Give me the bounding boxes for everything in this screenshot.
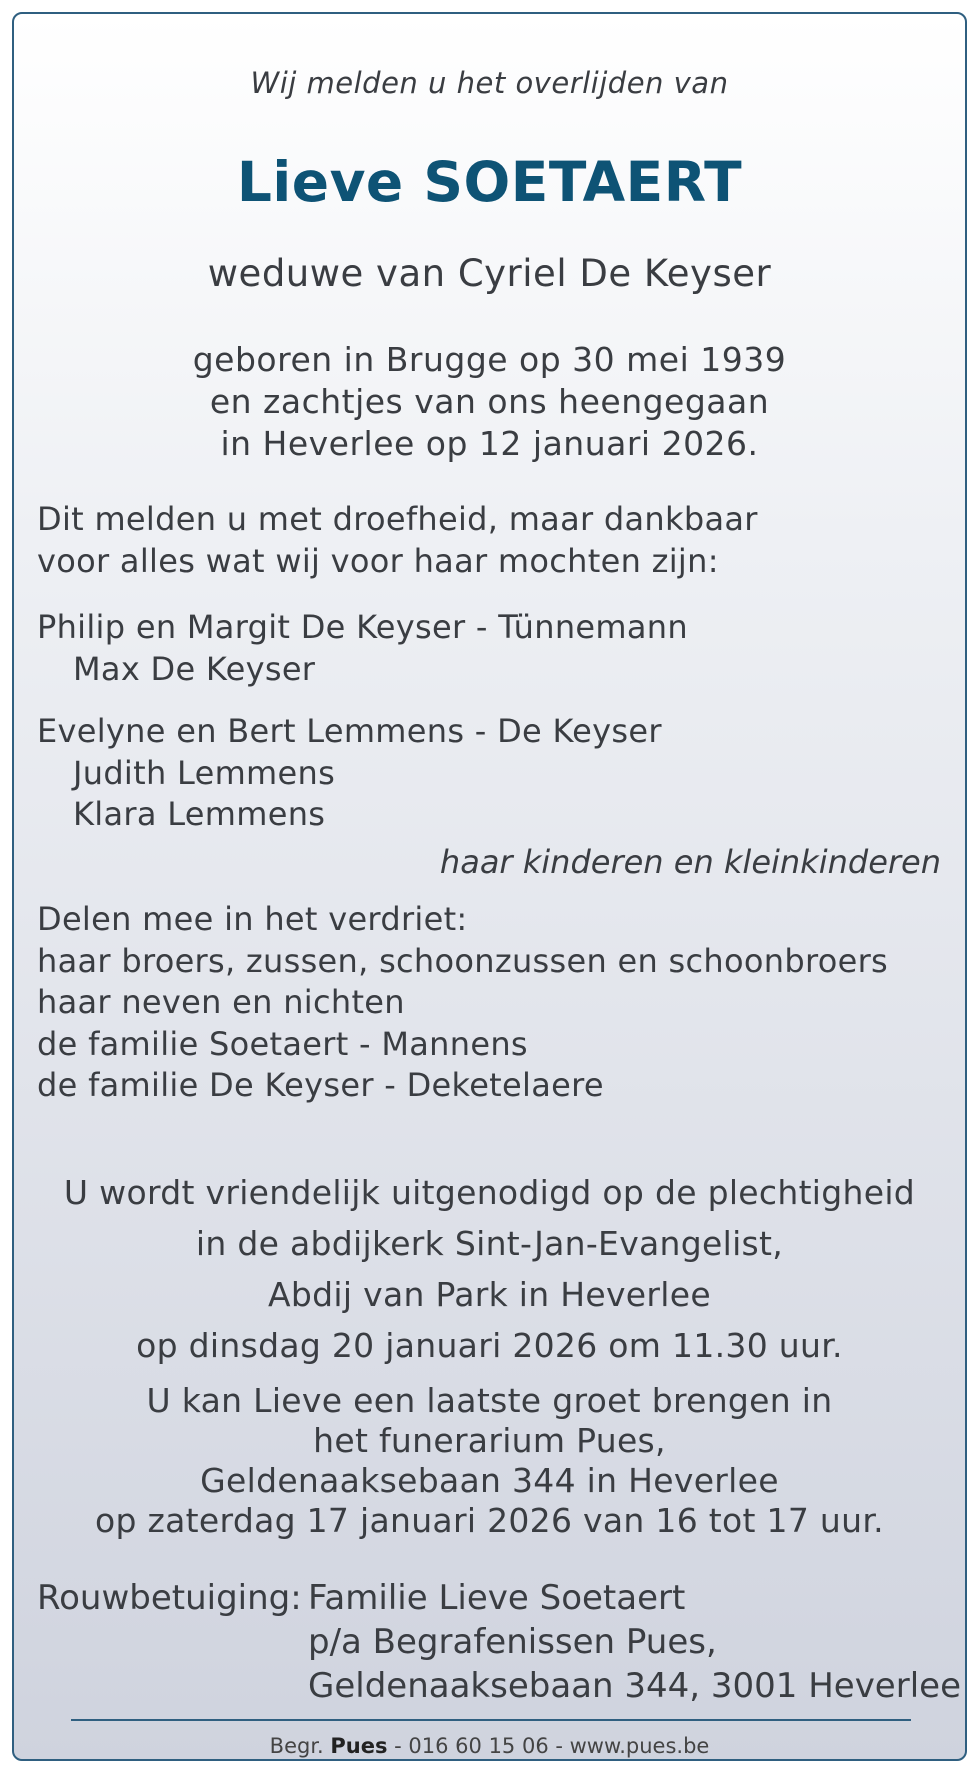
death-notice-card: [12, 12, 967, 1761]
kids-caption: haar kinderen en kleinkinderen: [439, 843, 941, 881]
message-line: voor alles wat wij voor haar mochten zijn:: [37, 541, 719, 580]
intro-text: Wij melden u het overlijden van: [250, 66, 729, 100]
footer-prefix: Begr.: [269, 1734, 331, 1758]
visit-line: U kan Lieve een laatste groet brengen in: [146, 1381, 833, 1420]
condolences-address: [308, 1576, 961, 1708]
shared-line: haar neven en nichten: [37, 983, 405, 1021]
visitation-block: [14, 1381, 965, 1541]
condolences-line: Familie Lieve Soetaert: [308, 1578, 686, 1618]
passing-line: en zachtjes van ons heengegaan: [209, 382, 770, 421]
family-group-2: [37, 711, 662, 836]
ceremony-block: [14, 1167, 965, 1371]
widow-of-text: weduwe van Cyriel De Keyser: [207, 252, 772, 295]
message-block: [37, 499, 758, 582]
shared-line: Delen mee in het verdriet:: [37, 900, 468, 938]
condolences-line: Geldenaaksebaan 344, 3001 Heverlee: [308, 1666, 961, 1706]
ceremony-line: in de abdijkerk Sint-Jan-Evangelist,: [195, 1224, 784, 1263]
grandchild-name: Max De Keyser: [73, 649, 316, 688]
footer-divider: [71, 1719, 911, 1721]
visit-line: het funerarium Pues,: [313, 1421, 666, 1460]
ceremony-line: U wordt vriendelijk uitgenodigd op de plechtigheid: [63, 1173, 916, 1212]
deceased-name: Lieve SOETAERT: [236, 150, 743, 214]
footer: [14, 1734, 965, 1758]
footer-brand: Pues: [330, 1734, 388, 1758]
family-parents: Evelyne en Bert Lemmens - De Keyser: [37, 712, 662, 750]
shared-line: de familie Soetaert - Mannens: [37, 1024, 528, 1063]
visit-line: op zaterdag 17 januari 2026 van 16 tot 17 uur.: [95, 1501, 884, 1540]
grandchild-name: Klara Lemmens: [73, 795, 326, 833]
condolences-line: p/a Begrafenissen Pues,: [308, 1622, 717, 1662]
death-line: in Heverlee op 12 januari 2026.: [220, 424, 759, 463]
shared-line: de familie De Keyser - Deketelaere: [37, 1066, 604, 1104]
birth-line: geboren in Brugge op 30 mei 1939: [192, 340, 787, 379]
grandchild-name: Judith Lemmens: [73, 753, 336, 792]
ceremony-line: op dinsdag 20 januari 2026 om 11.30 uur.: [136, 1326, 843, 1365]
family-group-1: [37, 607, 688, 690]
footer-contact: - 016 60 15 06 - www.pues.be: [387, 1734, 710, 1758]
visit-line: Geldenaaksebaan 344 in Heverlee: [200, 1461, 779, 1500]
birth-death-block: [14, 339, 965, 465]
shared-line: haar broers, zussen, schoonzussen en schoonbroers: [37, 941, 888, 980]
message-line: Dit melden u met droefheid, maar dankbaar: [37, 500, 758, 538]
condolences-label: Rouwbetuiging:: [37, 1578, 302, 1618]
ceremony-line: Abdij van Park in Heverlee: [268, 1275, 711, 1314]
family-parents: Philip en Margit De Keyser - Tünnemann: [37, 608, 688, 646]
shared-grief-block: [37, 899, 888, 1107]
